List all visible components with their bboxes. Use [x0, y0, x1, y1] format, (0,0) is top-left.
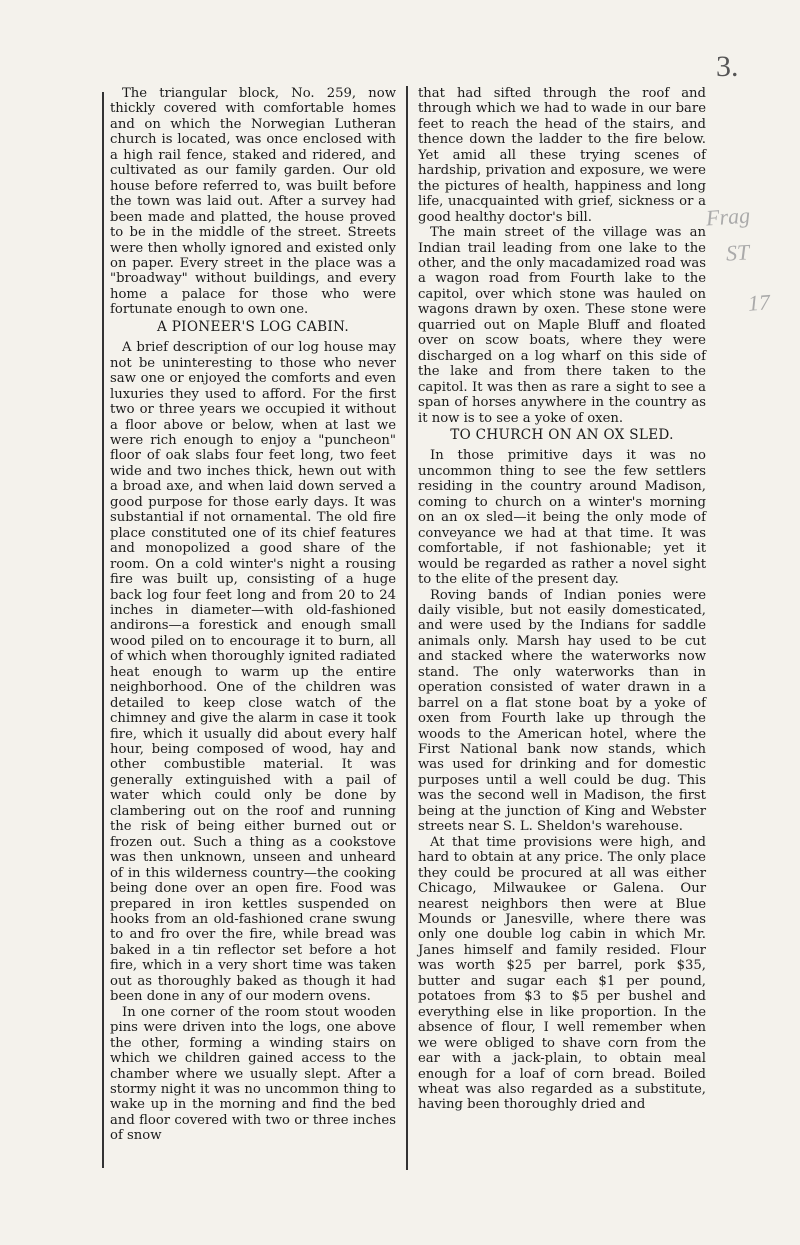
paragraph-continued: that had sifted through the roof and through which we had to wade in our bare feet to reach the head of the stairs, and thence down the ladder to the fire below. Yet amid all these trying scenes of hardship, privation and exposure, we were the pictures of health, happiness and long life, unacquainted with grief, sickness or a good healthy doctor's bill. [418, 86, 706, 225]
left-column-rule [102, 92, 104, 1168]
paragraph: In one corner of the room stout wooden pins were driven into the logs, one above the other, forming a winding stairs on which we children gained access to the chamber where we usually slept. After a stormy night it was no uncommon thing to wake up in the morning and find the bed and floor covered with two or three inches of snow [110, 1004, 396, 1144]
section-heading-log-cabin: A PIONEER'S LOG CABIN. [156, 318, 350, 335]
left-column [110, 86, 396, 1168]
margin-note-3: 17 [747, 289, 771, 316]
section-heading-ox-sled: TO CHURCH ON AN OX SLED. [450, 426, 674, 443]
margin-note-2: ST [725, 239, 750, 266]
paragraph: Roving bands of Indian ponies were daily visible, but not easily domesticated, and were used by the Indians for saddle animals only. Marsh hay used to be cut and stacked where the waterworks now stand. The only waterworks than in operation consisted of water drawn in a barrel on a flat stone boat by a yoke of oxen from Fourth lake up through the woods to the American hotel, where the First National bank now stands, which was used for drinking and for domestic purposes until a well could be dug. This was the second well in Madison, the first being at the junction of King and Webster streets near S. L. Sheldon's warehouse. [418, 587, 706, 835]
page-number: 3. [716, 50, 739, 83]
column-divider-rule [406, 86, 408, 1170]
paragraph: The triangular block, No. 259, now thickly covered with comfortable homes and on which the Norwegian Lutheran church is located, was once enclosed with a high rail fence, staked and ridered, and cultivated as our family garden. Our old house before referred to, was built before the town was laid out. After a survey had been made and platted, the house proved to be in the middle of the street. Streets were then wholly ignored and existed only on paper. Every street in the place was a "broadway" without buildings, and every home a palace for those who were fortunate enough to own one. [110, 86, 396, 318]
paragraph: A brief description of our log house may not be uninteresting to those who never saw one or enjoyed the comforts and even luxuries they used to afford. For the first two or three years we occupied it without a floor above or below, when at last we were rich enough to enjoy a "puncheon" floor of oak slabs four feet long, two feet wide and two inches thick, hewn out with a broad axe, and when laid down served a good purpose for those early days. It was substantial if not ornamental. The old fire place constituted one of its chief features and monopolized a good share of the room. On a cold winter's night a rousing fire was built up, consisting of a huge back log four feet long and from 20 to 24 inches in diameter—with old-fashioned andirons—a forestick and enough small wood piled on to encourage it to burn, all of which when thoroughly ignited radiated heat enough to warm up the entire neighborhood. One of the children was detailed to keep close watch of the chimney and give the alarm in case it took fire, which it usually did about every half hour, being composed of wood, hay and other combustible material. It was generally extinguished with a pail of water which could only be done by clambering out on the roof and running the risk of being either burned out or frozen out. Such a thing as a cookstove was then unknown, unseen and unheard of in this wilderness country—the cooking being done over an open fire. Food was prepared in iron kettles suspended on hooks from an old-fashioned crane swung to and fro over the fire, while bread was baked in a tin reflector set before a hot fire, which in a very short time was taken out as thoroughly baked as though it had been done in any of our modern ovens. [110, 340, 396, 1005]
paragraph: In those primitive days it was no uncommon thing to see the few settlers residing in the country around Madison, coming to church on a winter's morning on an ox sled—it being the only mode of conveyance we had at that time. It was comfortable, if not fashionable; yet it would be regarded as rather a novel sight to the elite of the present day. [418, 448, 706, 588]
margin-note-1: Frag [705, 202, 751, 231]
paragraph: The main street of the village was an Indian trail leading from one lake to the other, and the only macadamized road was a wagon road from Fourth lake to the capitol, over which stone was hauled on wagons drawn by oxen. These stone were quarried out on Maple Bluff and floated over on scow boats, where they were discharged on a log wharf on this side of the lake and from there taken to the capitol. It was then as rare a sight to see a span of horses anywhere in the country as it now is to see a yoke of oxen. [418, 225, 706, 426]
right-column [418, 86, 706, 1158]
paragraph: At that time provisions were high, and hard to obtain at any price. The only place they could be procured at all was either Chicago, Milwaukee or Galena. Our nearest neighbors then were at Blue Mounds or Janesville, where there was only one double log cabin in which Mr. Janes himself and family resided. Flour was worth $25 per barrel, pork $35, butter and sugar each $1 per pound, potatoes from $3 to $5 per bushel and everything else in like proportion. In the absence of flour, I well remember when we were obliged to shave corn from the ear with a jack-plain, to obtain meal enough for a loaf of corn bread. Boiled wheat was also regarded as a substitute, having been thoroughly dried and [418, 834, 706, 1113]
